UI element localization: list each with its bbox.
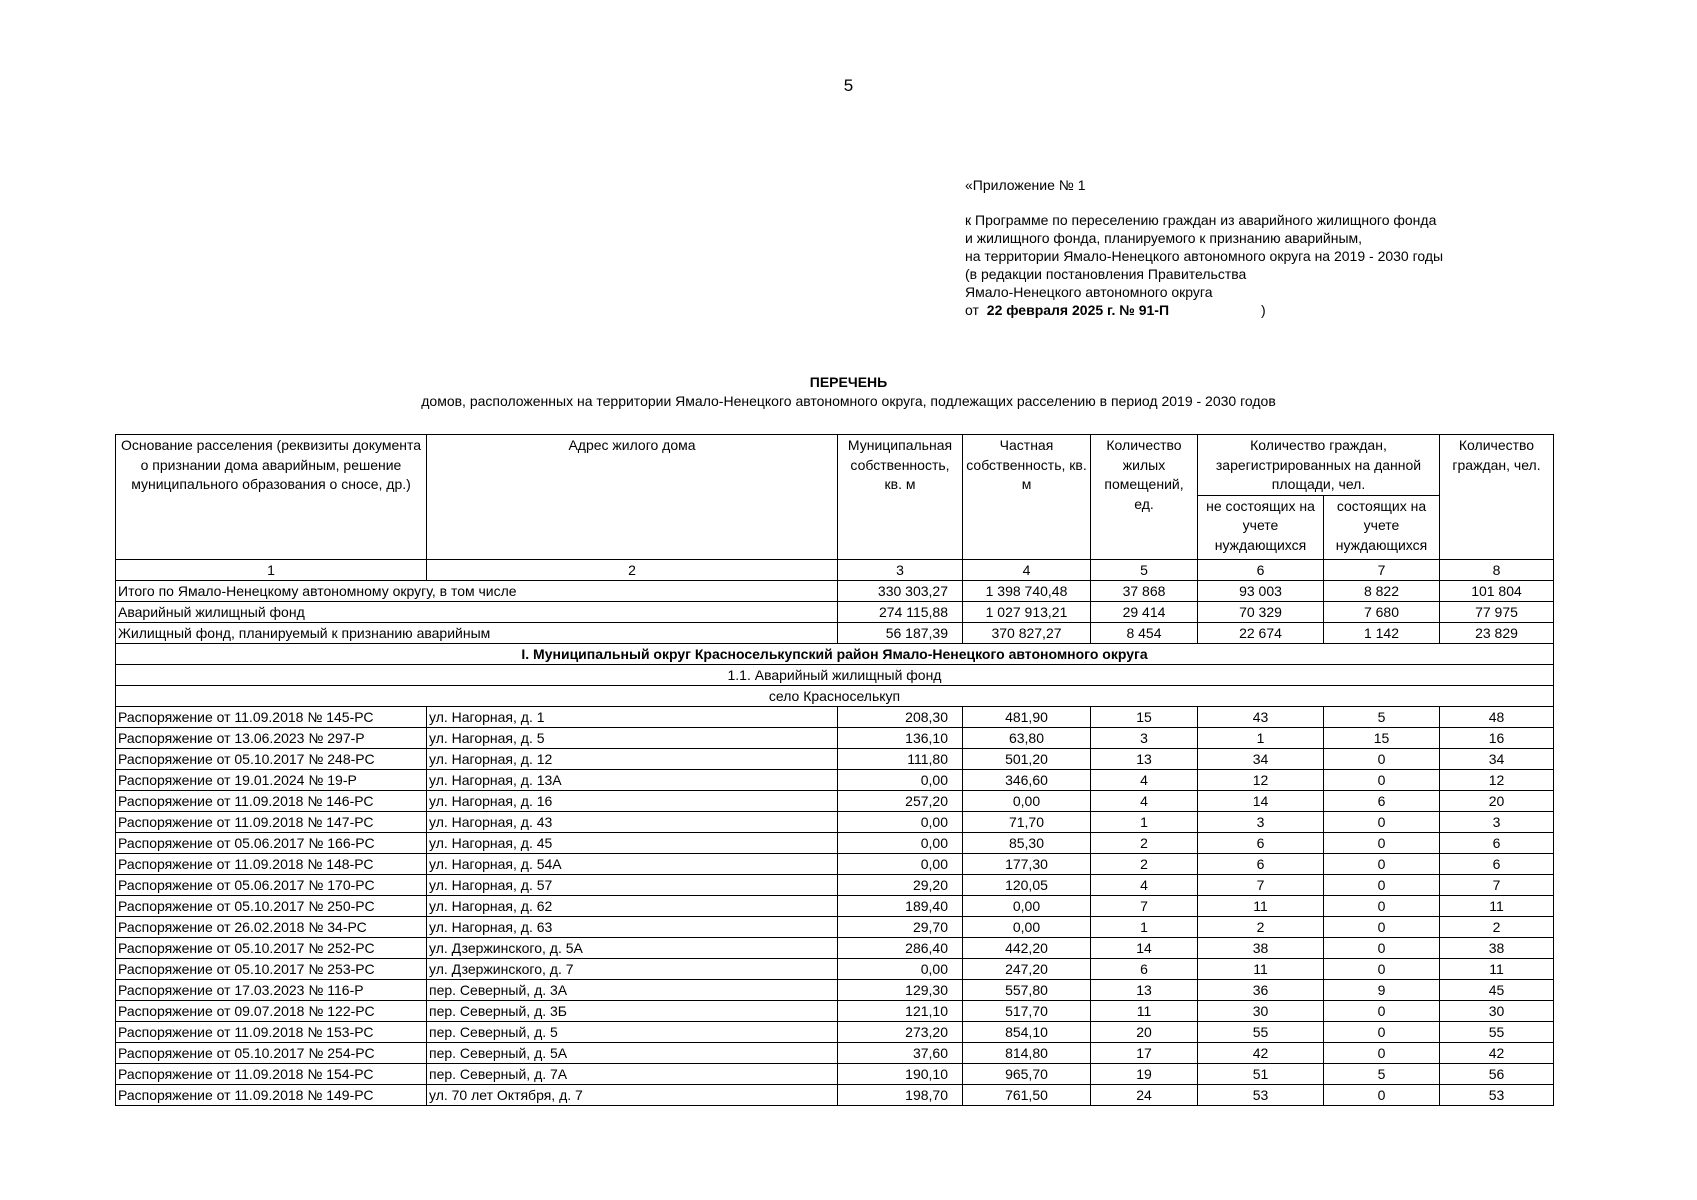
cell-basis: Распоряжение от 05.10.2017 № 254-РС xyxy=(116,1042,427,1063)
table-body xyxy=(116,580,1554,1105)
cell-registered: 0 xyxy=(1324,832,1440,853)
cell-address: ул. Нагорная, д. 13А xyxy=(427,769,838,790)
cell-total: 12 xyxy=(1440,769,1554,790)
cell-premises: 20 xyxy=(1091,1021,1198,1042)
cell-registered: 0 xyxy=(1324,1021,1440,1042)
cell-total: 16 xyxy=(1440,727,1554,748)
cell-municipal: 111,80 xyxy=(838,748,963,769)
cell-registered: 0 xyxy=(1324,769,1440,790)
cell-premises: 13 xyxy=(1091,748,1198,769)
table-row xyxy=(116,748,1554,769)
cell-address: ул. 70 лет Октября, д. 7 xyxy=(427,1084,838,1105)
cell-total: 55 xyxy=(1440,1021,1554,1042)
cell-municipal: 286,40 xyxy=(838,937,963,958)
totals-registered: 8 822 xyxy=(1324,580,1440,601)
totals-total: 77 975 xyxy=(1440,601,1554,622)
cell-not-registered: 38 xyxy=(1198,937,1324,958)
column-number: 6 xyxy=(1198,559,1324,580)
cell-private: 0,00 xyxy=(963,916,1091,937)
cell-registered: 0 xyxy=(1324,1000,1440,1021)
cell-registered: 0 xyxy=(1324,916,1440,937)
cell-not-registered: 36 xyxy=(1198,979,1324,1000)
section-title-row xyxy=(116,643,1554,664)
cell-premises: 6 xyxy=(1091,958,1198,979)
date-prefix: от xyxy=(965,302,979,318)
cell-premises: 17 xyxy=(1091,1042,1198,1063)
cell-registered: 15 xyxy=(1324,727,1440,748)
cell-municipal: 190,10 xyxy=(838,1063,963,1084)
column-number: 4 xyxy=(963,559,1091,580)
totals-registered: 7 680 xyxy=(1324,601,1440,622)
table-row xyxy=(116,706,1554,727)
document-subtitle: домов, расположенных на территории Ямало-Ненецкого автономного округа, подлежащих расселению в период 2019 - 2030 годов xyxy=(421,393,1276,409)
table-row xyxy=(116,832,1554,853)
cell-registered: 0 xyxy=(1324,853,1440,874)
cell-private: 120,05 xyxy=(963,874,1091,895)
cell-address: ул. Нагорная, д. 16 xyxy=(427,790,838,811)
cell-not-registered: 43 xyxy=(1198,706,1324,727)
column-number: 7 xyxy=(1324,559,1440,580)
header-address: Адрес жилого дома xyxy=(427,435,838,560)
subsection-title-row xyxy=(116,664,1554,685)
column-number: 8 xyxy=(1440,559,1554,580)
table-row xyxy=(116,727,1554,748)
cell-registered: 0 xyxy=(1324,874,1440,895)
column-numbers-row xyxy=(116,559,1554,580)
cell-registered: 5 xyxy=(1324,1063,1440,1084)
cell-municipal: 189,40 xyxy=(838,895,963,916)
cell-registered: 0 xyxy=(1324,937,1440,958)
section-title: I. Муниципальный округ Красноселькупский район Ямало-Ненецкого автономного округа xyxy=(116,643,1554,664)
totals-municipal: 274 115,88 xyxy=(838,601,963,622)
cell-basis: Распоряжение от 13.06.2023 № 297-Р xyxy=(116,727,427,748)
cell-basis: Распоряжение от 11.09.2018 № 147-РС xyxy=(116,811,427,832)
cell-private: 517,70 xyxy=(963,1000,1091,1021)
cell-private: 854,10 xyxy=(963,1021,1091,1042)
cell-premises: 14 xyxy=(1091,937,1198,958)
appendix-line: на территории Ямало-Ненецкого автономного округа на 2019 - 2030 годы xyxy=(965,248,1444,264)
cell-private: 0,00 xyxy=(963,790,1091,811)
totals-not-registered: 22 674 xyxy=(1198,622,1324,643)
locality-row xyxy=(116,685,1554,706)
table-row xyxy=(116,1021,1554,1042)
cell-total: 30 xyxy=(1440,1000,1554,1021)
cell-not-registered: 11 xyxy=(1198,958,1324,979)
table-row xyxy=(116,853,1554,874)
cell-total: 6 xyxy=(1440,853,1554,874)
cell-registered: 0 xyxy=(1324,958,1440,979)
cell-not-registered: 12 xyxy=(1198,769,1324,790)
locality-title: село Красноселькуп xyxy=(116,685,1554,706)
cell-address: ул. Нагорная, д. 62 xyxy=(427,895,838,916)
cell-address: ул. Нагорная, д. 12 xyxy=(427,748,838,769)
cell-basis: Распоряжение от 11.09.2018 № 146-РС xyxy=(116,790,427,811)
header-private: Частная собственность, кв. м xyxy=(963,435,1091,560)
cell-address: пер. Северный, д. 3Б xyxy=(427,1000,838,1021)
cell-address: пер. Северный, д. 5А xyxy=(427,1042,838,1063)
cell-premises: 4 xyxy=(1091,769,1198,790)
cell-premises: 3 xyxy=(1091,727,1198,748)
cell-premises: 1 xyxy=(1091,916,1198,937)
cell-basis: Распоряжение от 05.06.2017 № 170-РС xyxy=(116,874,427,895)
cell-address: пер. Северный, д. 3А xyxy=(427,979,838,1000)
cell-basis: Распоряжение от 11.09.2018 № 149-РС xyxy=(116,1084,427,1105)
cell-premises: 4 xyxy=(1091,874,1198,895)
cell-municipal: 37,60 xyxy=(838,1042,963,1063)
cell-municipal: 208,30 xyxy=(838,706,963,727)
cell-total: 56 xyxy=(1440,1063,1554,1084)
totals-total: 101 804 xyxy=(1440,580,1554,601)
cell-basis: Распоряжение от 05.10.2017 № 248-РС xyxy=(116,748,427,769)
cell-private: 85,30 xyxy=(963,832,1091,853)
cell-private: 71,70 xyxy=(963,811,1091,832)
cell-municipal: 121,10 xyxy=(838,1000,963,1021)
page-number: 5 xyxy=(843,76,854,95)
cell-address: ул. Дзержинского, д. 5А xyxy=(427,937,838,958)
table-row xyxy=(116,979,1554,1000)
cell-premises: 4 xyxy=(1091,790,1198,811)
cell-premises: 2 xyxy=(1091,832,1198,853)
cell-municipal: 29,70 xyxy=(838,916,963,937)
cell-not-registered: 55 xyxy=(1198,1021,1324,1042)
totals-row xyxy=(116,622,1554,643)
cell-registered: 6 xyxy=(1324,790,1440,811)
cell-private: 346,60 xyxy=(963,769,1091,790)
totals-row xyxy=(116,601,1554,622)
cell-not-registered: 2 xyxy=(1198,916,1324,937)
date-value: 22 февраля 2025 г. № 91-П xyxy=(986,302,1170,318)
totals-label: Итого по Ямало-Ненецкому автономному округу, в том числе xyxy=(116,580,838,601)
cell-address: ул. Нагорная, д. 43 xyxy=(427,811,838,832)
cell-address: ул. Нагорная, д. 54А xyxy=(427,853,838,874)
cell-basis: Распоряжение от 11.09.2018 № 148-РС xyxy=(116,853,427,874)
appendix-header xyxy=(965,176,1525,319)
totals-row xyxy=(116,580,1554,601)
cell-private: 501,20 xyxy=(963,748,1091,769)
cell-basis: Распоряжение от 11.09.2018 № 153-РС xyxy=(116,1021,427,1042)
cell-municipal: 29,20 xyxy=(838,874,963,895)
header-municipal: Муниципальная собственность, кв. м xyxy=(838,435,963,560)
date-suffix: ) xyxy=(1261,302,1266,318)
cell-private: 761,50 xyxy=(963,1084,1091,1105)
cell-total: 42 xyxy=(1440,1042,1554,1063)
totals-private: 370 827,27 xyxy=(963,622,1091,643)
subsection-title: 1.1. Аварийный жилищный фонд xyxy=(116,664,1554,685)
cell-premises: 19 xyxy=(1091,1063,1198,1084)
cell-total: 38 xyxy=(1440,937,1554,958)
totals-premises: 37 868 xyxy=(1091,580,1198,601)
cell-address: ул. Нагорная, д. 63 xyxy=(427,916,838,937)
totals-not-registered: 93 003 xyxy=(1198,580,1324,601)
cell-private: 63,80 xyxy=(963,727,1091,748)
cell-municipal: 129,30 xyxy=(838,979,963,1000)
totals-private: 1 027 913,21 xyxy=(963,601,1091,622)
column-number: 5 xyxy=(1091,559,1198,580)
cell-registered: 0 xyxy=(1324,895,1440,916)
totals-municipal: 330 303,27 xyxy=(838,580,963,601)
cell-registered: 5 xyxy=(1324,706,1440,727)
header-citizens-group: Количество граждан, зарегистрированных на данной площади, чел. xyxy=(1198,435,1440,496)
cell-address: пер. Северный, д. 7А xyxy=(427,1063,838,1084)
cell-not-registered: 51 xyxy=(1198,1063,1324,1084)
cell-premises: 7 xyxy=(1091,895,1198,916)
totals-registered: 1 142 xyxy=(1324,622,1440,643)
table-row xyxy=(116,874,1554,895)
table-row xyxy=(116,1063,1554,1084)
column-number: 2 xyxy=(427,559,838,580)
cell-total: 11 xyxy=(1440,958,1554,979)
cell-not-registered: 34 xyxy=(1198,748,1324,769)
totals-premises: 8 454 xyxy=(1091,622,1198,643)
cell-basis: Распоряжение от 05.10.2017 № 253-РС xyxy=(116,958,427,979)
cell-total: 20 xyxy=(1440,790,1554,811)
cell-address: ул. Нагорная, д. 45 xyxy=(427,832,838,853)
appendix-title: «Приложение № 1 xyxy=(965,177,1086,193)
cell-premises: 11 xyxy=(1091,1000,1198,1021)
table-row xyxy=(116,1084,1554,1105)
cell-municipal: 273,20 xyxy=(838,1021,963,1042)
header-registered: состоящих на учете нуждающихся xyxy=(1324,495,1440,559)
cell-municipal: 0,00 xyxy=(838,853,963,874)
table-row xyxy=(116,790,1554,811)
cell-basis: Распоряжение от 11.09.2018 № 154-РС xyxy=(116,1063,427,1084)
cell-not-registered: 14 xyxy=(1198,790,1324,811)
header-not-registered: не состоящих на учете нуждающихся xyxy=(1198,495,1324,559)
cell-address: ул. Дзержинского, д. 7 xyxy=(427,958,838,979)
cell-not-registered: 6 xyxy=(1198,832,1324,853)
cell-private: 965,70 xyxy=(963,1063,1091,1084)
totals-label: Аварийный жилищный фонд xyxy=(116,601,838,622)
document-title: ПЕРЕЧЕНЬ xyxy=(809,374,888,390)
cell-municipal: 0,00 xyxy=(838,958,963,979)
cell-municipal: 257,20 xyxy=(838,790,963,811)
cell-total: 45 xyxy=(1440,979,1554,1000)
table-row xyxy=(116,811,1554,832)
cell-private: 481,90 xyxy=(963,706,1091,727)
cell-basis: Распоряжение от 05.10.2017 № 252-РС xyxy=(116,937,427,958)
column-number: 1 xyxy=(116,559,427,580)
cell-not-registered: 30 xyxy=(1198,1000,1324,1021)
cell-registered: 0 xyxy=(1324,811,1440,832)
totals-label: Жилищный фонд, планируемый к признанию аварийным xyxy=(116,622,838,643)
header-premises: Количество жилых помещений, ед. xyxy=(1091,435,1198,560)
cell-total: 53 xyxy=(1440,1084,1554,1105)
cell-not-registered: 7 xyxy=(1198,874,1324,895)
cell-premises: 2 xyxy=(1091,853,1198,874)
cell-registered: 0 xyxy=(1324,748,1440,769)
appendix-line: к Программе по переселению граждан из аварийного жилищного фонда xyxy=(965,212,1437,228)
cell-private: 177,30 xyxy=(963,853,1091,874)
table-row xyxy=(116,958,1554,979)
cell-municipal: 136,10 xyxy=(838,727,963,748)
cell-total: 34 xyxy=(1440,748,1554,769)
cell-premises: 13 xyxy=(1091,979,1198,1000)
cell-basis: Распоряжение от 05.06.2017 № 166-РС xyxy=(116,832,427,853)
header-basis: Основание расселения (реквизиты документа о признании дома аварийным, решение муниципального образования о сносе, др.) xyxy=(116,435,427,560)
column-number: 3 xyxy=(838,559,963,580)
table-row xyxy=(116,1000,1554,1021)
totals-private: 1 398 740,48 xyxy=(963,580,1091,601)
appendix-date-line xyxy=(965,301,1525,319)
totals-not-registered: 70 329 xyxy=(1198,601,1324,622)
cell-basis: Распоряжение от 26.02.2018 № 34-РС xyxy=(116,916,427,937)
cell-not-registered: 1 xyxy=(1198,727,1324,748)
cell-total: 7 xyxy=(1440,874,1554,895)
appendix-line: Ямало-Ненецкого автономного округа xyxy=(965,284,1213,300)
cell-premises: 15 xyxy=(1091,706,1198,727)
cell-not-registered: 42 xyxy=(1198,1042,1324,1063)
totals-total: 23 829 xyxy=(1440,622,1554,643)
table-row xyxy=(116,937,1554,958)
cell-total: 3 xyxy=(1440,811,1554,832)
cell-basis: Распоряжение от 05.10.2017 № 250-РС xyxy=(116,895,427,916)
cell-total: 11 xyxy=(1440,895,1554,916)
cell-address: ул. Нагорная, д. 1 xyxy=(427,706,838,727)
cell-private: 557,80 xyxy=(963,979,1091,1000)
cell-private: 814,80 xyxy=(963,1042,1091,1063)
table-row xyxy=(116,1042,1554,1063)
table-row xyxy=(116,769,1554,790)
cell-municipal: 198,70 xyxy=(838,1084,963,1105)
cell-premises: 24 xyxy=(1091,1084,1198,1105)
cell-not-registered: 6 xyxy=(1198,853,1324,874)
table-row xyxy=(116,916,1554,937)
cell-municipal: 0,00 xyxy=(838,832,963,853)
cell-municipal: 0,00 xyxy=(838,811,963,832)
appendix-line: (в редакции постановления Правительства xyxy=(965,266,1247,282)
cell-registered: 9 xyxy=(1324,979,1440,1000)
cell-address: ул. Нагорная, д. 5 xyxy=(427,727,838,748)
cell-basis: Распоряжение от 19.01.2024 № 19-Р xyxy=(116,769,427,790)
totals-municipal: 56 187,39 xyxy=(838,622,963,643)
cell-private: 247,20 xyxy=(963,958,1091,979)
table-row xyxy=(116,895,1554,916)
cell-premises: 1 xyxy=(1091,811,1198,832)
housing-register-table xyxy=(115,434,1554,1106)
cell-municipal: 0,00 xyxy=(838,769,963,790)
cell-basis: Распоряжение от 11.09.2018 № 145-РС xyxy=(116,706,427,727)
cell-not-registered: 3 xyxy=(1198,811,1324,832)
cell-address: пер. Северный, д. 5 xyxy=(427,1021,838,1042)
cell-registered: 0 xyxy=(1324,1042,1440,1063)
cell-basis: Распоряжение от 17.03.2023 № 116-Р xyxy=(116,979,427,1000)
cell-not-registered: 11 xyxy=(1198,895,1324,916)
cell-registered: 0 xyxy=(1324,1084,1440,1105)
cell-private: 0,00 xyxy=(963,895,1091,916)
cell-basis: Распоряжение от 09.07.2018 № 122-РС xyxy=(116,1000,427,1021)
cell-private: 442,20 xyxy=(963,937,1091,958)
totals-premises: 29 414 xyxy=(1091,601,1198,622)
appendix-line: и жилищного фонда, планируемого к признанию аварийным, xyxy=(965,230,1363,246)
cell-total: 6 xyxy=(1440,832,1554,853)
cell-address: ул. Нагорная, д. 57 xyxy=(427,874,838,895)
header-total-citizens: Количество граждан, чел. xyxy=(1440,435,1554,560)
cell-not-registered: 53 xyxy=(1198,1084,1324,1105)
cell-total: 2 xyxy=(1440,916,1554,937)
cell-total: 48 xyxy=(1440,706,1554,727)
